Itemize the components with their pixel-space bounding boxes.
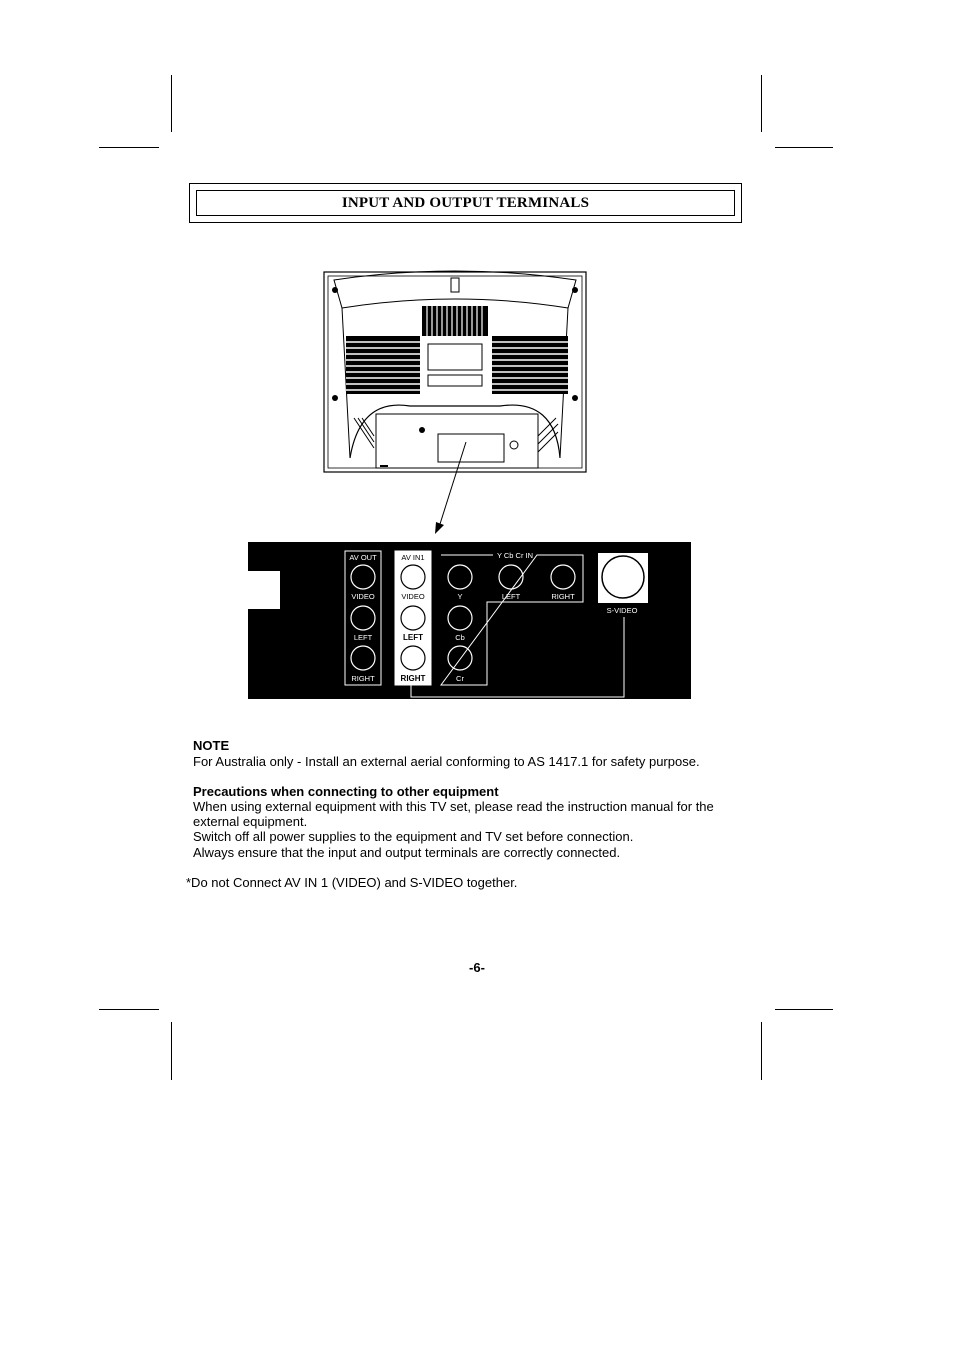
component-right-label: RIGHT xyxy=(551,592,575,601)
precautions-line-1: When using external equipment with this TV set, please read the instruction manual for the xyxy=(193,799,714,814)
page-title: INPUT AND OUTPUT TERMINALS xyxy=(341,194,590,211)
av-out-label: AV OUT xyxy=(349,553,377,562)
crop-mark xyxy=(171,1022,172,1080)
crop-mark xyxy=(99,147,159,148)
av-out-video-label: VIDEO xyxy=(351,592,375,601)
title-box xyxy=(189,183,742,223)
component-left-label: LEFT xyxy=(501,592,521,601)
title-inner-box xyxy=(196,190,735,216)
precautions-line-2: external equipment. xyxy=(193,814,308,829)
precautions-line-4: Always ensure that the input and output terminals are correctly connected. xyxy=(193,845,621,860)
precautions-heading: Precautions when connecting to other equipment xyxy=(193,784,499,799)
component-cb-label: Cb xyxy=(455,633,465,642)
av-in1-group xyxy=(395,551,431,685)
page-number: -6- xyxy=(469,960,485,975)
component-label: Y Cb Cr IN xyxy=(496,551,534,560)
precautions-line-3: Switch off all power supplies to the equipment and TV set before connection. xyxy=(193,829,634,844)
panel-notch xyxy=(248,571,280,609)
component-cr-label: Cr xyxy=(456,674,464,683)
crop-mark xyxy=(761,75,762,132)
svideo-frame xyxy=(598,553,648,603)
svideo-label: S-VIDEO xyxy=(606,606,638,615)
footnote: *Do not Connect AV IN 1 (VIDEO) and S-VIDEO together. xyxy=(186,875,518,890)
av-in1-left-label: LEFT xyxy=(403,633,423,642)
av-out-right-label: RIGHT xyxy=(351,674,375,683)
crop-mark xyxy=(775,147,833,148)
av-in1-video-label: VIDEO xyxy=(401,592,425,601)
component-y-label: Y xyxy=(457,592,463,601)
note-text: For Australia only - Install an external aerial conforming to AS 1417.1 for safety purpose. xyxy=(193,754,700,769)
av-out-left-label: LEFT xyxy=(353,633,373,642)
crop-mark xyxy=(775,1009,833,1010)
crop-mark xyxy=(171,75,172,132)
terminal-panel xyxy=(247,541,693,701)
crop-mark xyxy=(99,1009,159,1010)
crop-mark xyxy=(761,1022,762,1080)
pointer-arrow xyxy=(430,440,470,536)
av-in1-right-label: RIGHT xyxy=(400,674,426,683)
note-heading: NOTE xyxy=(193,738,230,753)
av-in1-label: AV IN1 xyxy=(401,553,425,562)
